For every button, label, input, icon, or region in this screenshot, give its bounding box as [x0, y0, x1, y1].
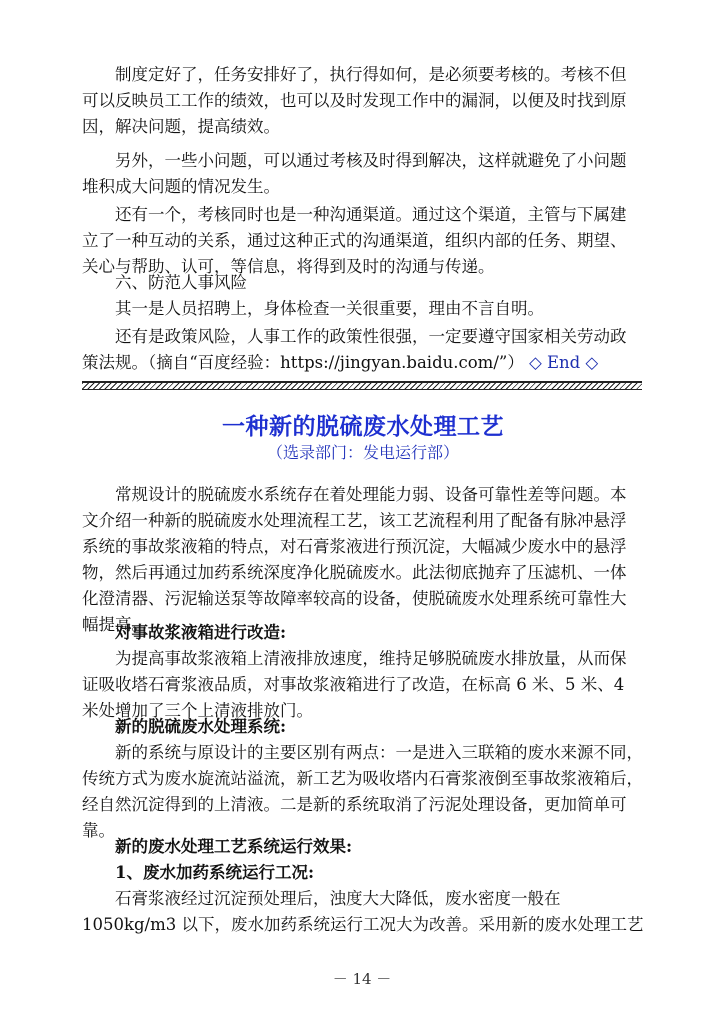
text-line: 新的废水处理工艺系统运行效果: — [115, 837, 353, 856]
text-line: 靠。 — [82, 821, 115, 840]
end-mark: ◇ End ◇ — [529, 353, 599, 372]
text-line: 立了一种互动的关系，通过这种正式的沟通渠道，组织内部的任务、期望、 — [82, 231, 627, 250]
article-title: 一种新的脱硫废水处理工艺 — [222, 414, 504, 440]
paragraph-tank-retrofit — [82, 646, 644, 724]
section-heading-operation-effect — [82, 834, 644, 860]
text-line: 对事故浆液箱进行改造: — [115, 623, 287, 642]
text-line — [82, 350, 644, 376]
text-line: 幅提高。 — [82, 615, 148, 634]
paragraph-communication-channel — [82, 202, 644, 280]
source-citation: 策法规。（摘自“百度经验：https://jingyan.baidu.com/”） — [82, 353, 524, 372]
paragraph-dosing-system — [82, 886, 644, 938]
text-line: 其一是人员招聘上，身体检查一关很重要，理由不言自明。 — [115, 299, 544, 318]
subheading-dosing-system — [82, 860, 644, 886]
text-line: 1、废水加药系统运行工况: — [115, 863, 315, 882]
text-line: 新的系统与原设计的主要区别有两点：一是进入三联箱的废水来源不同， — [115, 743, 643, 762]
paragraph-small-problems — [82, 148, 644, 200]
section-heading-tank-retrofit — [82, 620, 644, 646]
text-line: 关心与帮助、认可，等信息，将得到及时的沟通与传递。 — [82, 257, 495, 276]
text-line: 物，然后再通过加药系统深度净化脱硫废水。此法彻底抛弃了压滤机、一体 — [82, 563, 627, 582]
text-line: 传统方式为废水旋流站溢流，新工艺为吸收塔内石膏浆液倒至事故浆液箱后， — [82, 769, 643, 788]
text-line: 石膏浆液经过沉淀预处理后，浊度大大降低，废水密度一般在 — [115, 889, 561, 908]
paragraph-new-system — [82, 740, 644, 844]
text-line: 为提高事故浆液箱上清液排放速度，维持足够脱硫废水排放量，从而保 — [115, 649, 627, 668]
text-line: 常规设计的脱硫废水系统存在着处理能力弱、设备可靠性差等问题。本 — [115, 485, 627, 504]
text-line: 1050kg/m3 以下，废水加药系统运行工况大为改善。采用新的废水处理工艺 — [82, 915, 644, 934]
paragraph-intro — [82, 482, 644, 638]
text-line: 另外，一些小问题，可以通过考核及时得到解决，这样就避免了小问题 — [115, 151, 627, 170]
text-line: 文介绍一种新的脱硫废水处理流程工艺，该工艺流程利用了配备有脉冲悬浮 — [82, 511, 627, 530]
text-line: 六、防范人事风险 — [115, 273, 247, 292]
paragraph-recruitment — [82, 296, 644, 322]
text-line: 因，解决问题，提高绩效。 — [82, 117, 280, 136]
section-heading-new-system — [82, 714, 644, 740]
article-subtitle: （选录部门：发电运行部） — [266, 443, 459, 462]
section-divider — [82, 381, 642, 392]
text-line: 经自然沉淀得到的上清液。二是新的系统取消了污泥处理设备，更加简单可 — [82, 795, 627, 814]
heading-prevent-hr-risk — [82, 270, 644, 296]
paragraph-appraisal-purpose — [82, 62, 644, 140]
text-line: 米处增加了三个上清液排放门。 — [82, 701, 313, 720]
text-line: 可以反映员工工作的绩效，也可以及时发现工作中的漏洞，以便及时找到原 — [82, 91, 627, 110]
text-line: 化澄清器、污泥输送泵等故障率较高的设备，使脱硫废水处理系统可靠性大 — [82, 589, 627, 608]
page-number: － 14 － — [332, 970, 392, 988]
text-line: 证吸收塔石膏浆液品质，对事故浆液箱进行了改造，在标高 6 米、5 米、4 — [82, 675, 625, 694]
text-line: 堆积成大问题的情况发生。 — [82, 177, 280, 196]
text-line: 系统的事故浆液箱的特点，对石膏浆液进行预沉淀，大幅减少废水中的悬浮 — [82, 537, 627, 556]
text-line: 还有是政策风险，人事工作的政策性很强，一定要遵守国家相关劳动政 — [115, 327, 627, 346]
text-line: 制度定好了，任务安排好了，执行得如何，是必须要考核的。考核不但 — [115, 65, 627, 84]
text-line: 还有一个，考核同时也是一种沟通渠道。通过这个渠道，主管与下属建 — [115, 205, 627, 224]
paragraph-policy-risk — [82, 324, 644, 376]
text-line: 新的脱硫废水处理系统: — [115, 717, 287, 736]
